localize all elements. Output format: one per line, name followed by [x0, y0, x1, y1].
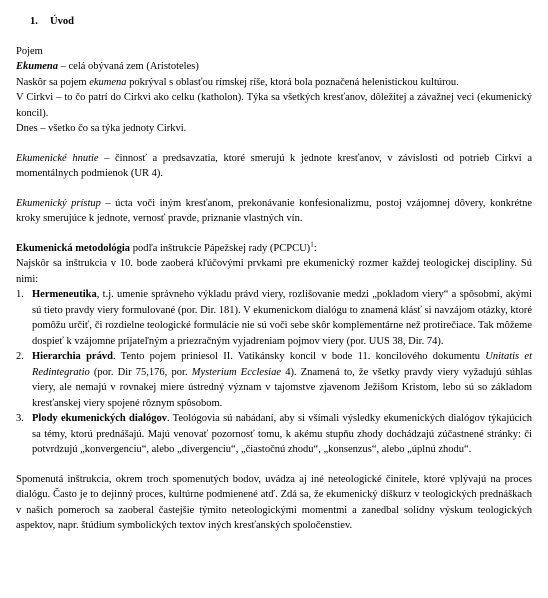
pojem-paragraph-1: Naskôr sa pojem ekumena pokrýval s oblasťou rímskej ríše, ktorá bola poznačená helenistickou kultúrou.	[16, 76, 459, 88]
pojem-paragraph-3: Dnes – všetko čo sa týka jednoty Cirkvi.	[16, 123, 187, 134]
metodologia-heading: Ekumenická metodológia podľa inštrukcie Pápežskej rady (PCPCU)$^1$:	[16, 240, 317, 254]
section-number: 1.	[30, 16, 38, 27]
document-page	[16, 14, 532, 534]
hnutie-term: Ekumenické hnutie	[16, 152, 99, 164]
ekumena-definition: Ekumena – celá obývaná zem (Aristoteles)	[16, 61, 199, 72]
pojem-paragraph-2: V Cirkvi – to čo patrí do Cirkvi ako celku (katholon). Týka sa všetkých kresťanov, dôležitej a závažnej veci (ekumenický koncil).	[16, 92, 532, 119]
metodologia-intro: Najskôr sa inštrukcia v 10. bode zaoberá kľúčovými prvkami pre ekumenický rozmer každej teologickej disciplíny. Sú nimi:	[16, 258, 532, 285]
section-heading	[16, 14, 532, 30]
list-item: 2. Hierarchia právd. Tento pojem priniesol II. Vatikánsky koncil v bode 11. koncilového dokumentu Unitatis et Redintegratio (por. Dir 75,176, por. Mysterium Ecclesiae 4). Znamená to, že všetky pravdy viery vyžadujú súhlas viery, ale nemajú v rovnakej miere ústredný význam v tajomstve zjavenom Ježišom Kristom, lebo sú so základom kresťanskej viery spojené rôznym spôsobom.	[16, 351, 533, 409]
list-item: 3. Plody ekumenických dialógov. Teológovia sú nabádaní, aby si všímali výsledky ekumenických dialógov týkajúcich sa témy, ktorú prednášajú. Majú venovať pozornosť tomu, k akému stupňu zhody dochádzajú zúčastnené stránky: či potvrdzujú „konvergenciu“, alebo „divergenciu“, „čiastočnú zhodu“, „konsenzus“, alebo „úplnú zhodu“.	[16, 413, 532, 455]
pristup-term: Ekumenický prístup	[16, 197, 101, 209]
pojem-label: Pojem	[16, 45, 43, 57]
pristup-paragraph: Ekumenický prístup – úcta voči iným kresťanom, prekonávanie konfesionalizmu, postoj vzájomnej dôvery, konkrétne kroky smerujúce k jednote, vernosť pravde, priznanie vlastných vín.	[16, 197, 532, 224]
metodologia-list	[16, 287, 532, 458]
ekumena-term: Ekumena	[16, 61, 59, 72]
hnutie-paragraph: Ekumenické hnutie – činnosť a predsavzatia, ktoré smerujú k jednote kresťanov, v závislosti od potrieb Cirkvi a momentálnych podmienok (UR 4).	[16, 152, 532, 179]
list-item: 1. Hermeneutika, t.j. umenie správneho výkladu právd viery, rozlišovanie medzi „pokladom viery“ a spôsobmi, akými sú tieto pravdy viery formulované (por. Dir. 181). V ekumenickom dialógu to znamená klásť si navzájom otázky, ktoré pomôžu určiť, či rozdielne teologické formulácie nie sú voči sebe skôr komplementárne než protirečiace. Tak môžeme dospieť k vzájomne prijateľným a priezračným vyjadreniam pojmov viery (por. UUS 38, Dir. 74).	[16, 289, 532, 347]
footnote-marker: 1	[310, 240, 314, 248]
closing-paragraph: Spomenutá inštrukcia, okrem troch spomenutých bodov, uvádza aj iné neteologické činitele, ktoré vplývajú na proces dialógu. Často je to dejinný proces, kultúrne podmienené atď. Zdá sa, že ekumenický diškurz v teologických prednáškach v našich pomeroch sa zaoberal častejšie týmito neteologickými momentmi a zanedbal solídny výskum teologických aspektov, napr. štúdium symbolických textov iných kresťanských spoločenstiev.	[16, 473, 532, 531]
section-title: Úvod	[50, 16, 74, 27]
